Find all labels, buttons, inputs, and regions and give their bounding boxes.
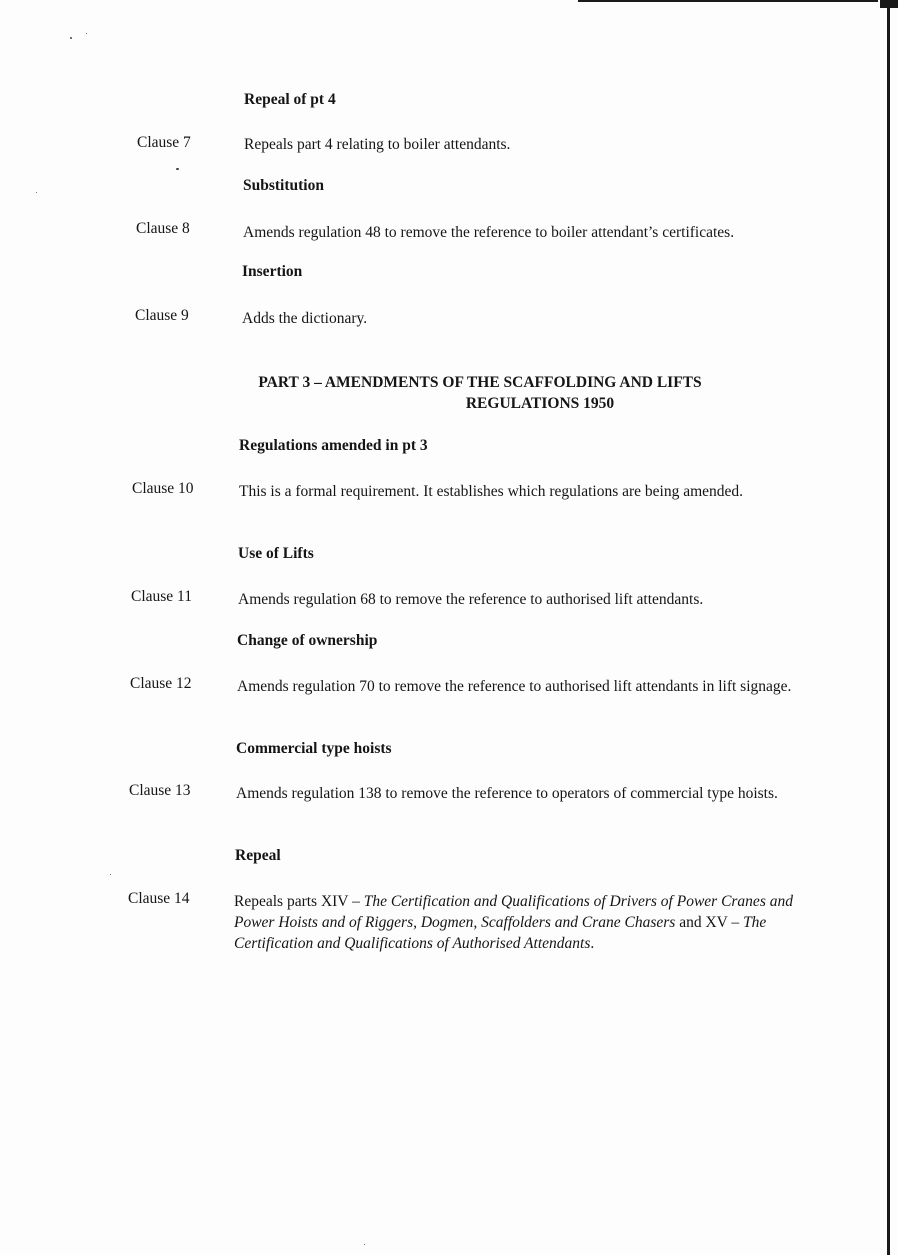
section-heading: Substitution xyxy=(243,177,324,194)
clause-label: Clause 11 xyxy=(131,588,192,605)
clause-label: Clause 7 xyxy=(137,134,191,151)
clause-label: Clause 9 xyxy=(135,307,189,324)
scan-edge-corner xyxy=(880,0,898,8)
section-heading: Regulations amended in pt 3 xyxy=(239,437,428,454)
clause-label: Clause 14 xyxy=(128,890,190,907)
clause-label: Clause 12 xyxy=(130,675,192,692)
clause-text-plain: Repeals parts XIV – xyxy=(234,893,364,910)
scan-speck xyxy=(176,168,179,170)
part-title-line-1: PART 3 – AMENDMENTS OF THE SCAFFOLDING AND LIFTS xyxy=(258,374,702,391)
clause-label: Clause 10 xyxy=(132,480,194,497)
section-heading: Insertion xyxy=(242,263,303,280)
clause-text: This is a formal requirement. It establishes which regulations are being amended. xyxy=(239,483,744,500)
clause-label: Clause 8 xyxy=(136,220,190,237)
scan-speck xyxy=(36,192,37,193)
scan-edge-top xyxy=(578,0,878,2)
clause-text-plain: and XV – xyxy=(675,914,744,931)
clause-text: Amends regulation 138 to remove the reference to operators of commercial type hoists. xyxy=(236,785,778,802)
scan-speck xyxy=(110,874,111,875)
part-title xyxy=(200,372,760,414)
scan-speck xyxy=(86,33,87,34)
scan-speck xyxy=(70,37,72,39)
section-heading: Commercial type hoists xyxy=(236,740,392,757)
clause-text-plain: . xyxy=(590,935,595,952)
section-heading: Use of Lifts xyxy=(238,545,314,562)
scan-edge-right xyxy=(887,0,890,1255)
clause-text xyxy=(234,891,809,954)
scan-speck xyxy=(364,1244,365,1245)
section-heading: Repeal xyxy=(235,847,281,864)
clause-label: Clause 13 xyxy=(129,782,191,799)
part-title-line-2: REGULATIONS 1950 xyxy=(465,395,615,412)
clause-text: Repeals part 4 relating to boiler attendants. xyxy=(244,136,511,153)
clause-text: Amends regulation 68 to remove the reference to authorised lift attendants. xyxy=(238,591,704,608)
clause-text: Adds the dictionary. xyxy=(242,310,368,327)
clause-text: Amends regulation 48 to remove the reference to boiler attendant’s certificates. xyxy=(243,224,735,241)
section-heading: Change of ownership xyxy=(237,632,378,649)
section-heading: Repeal of pt 4 xyxy=(244,91,336,108)
clause-text-italic-title: The Certification and Qualifications of Drivers of Power Cranes and Power Hoists and of Riggers, Dogmen, Scaffolders and Crane Chasers xyxy=(234,893,793,931)
clause-text-italic-title: The Certification and Qualifications of Authorised Attendants xyxy=(234,914,767,952)
clause-text: Amends regulation 70 to remove the reference to authorised lift attendants in lift signage. xyxy=(237,678,792,695)
